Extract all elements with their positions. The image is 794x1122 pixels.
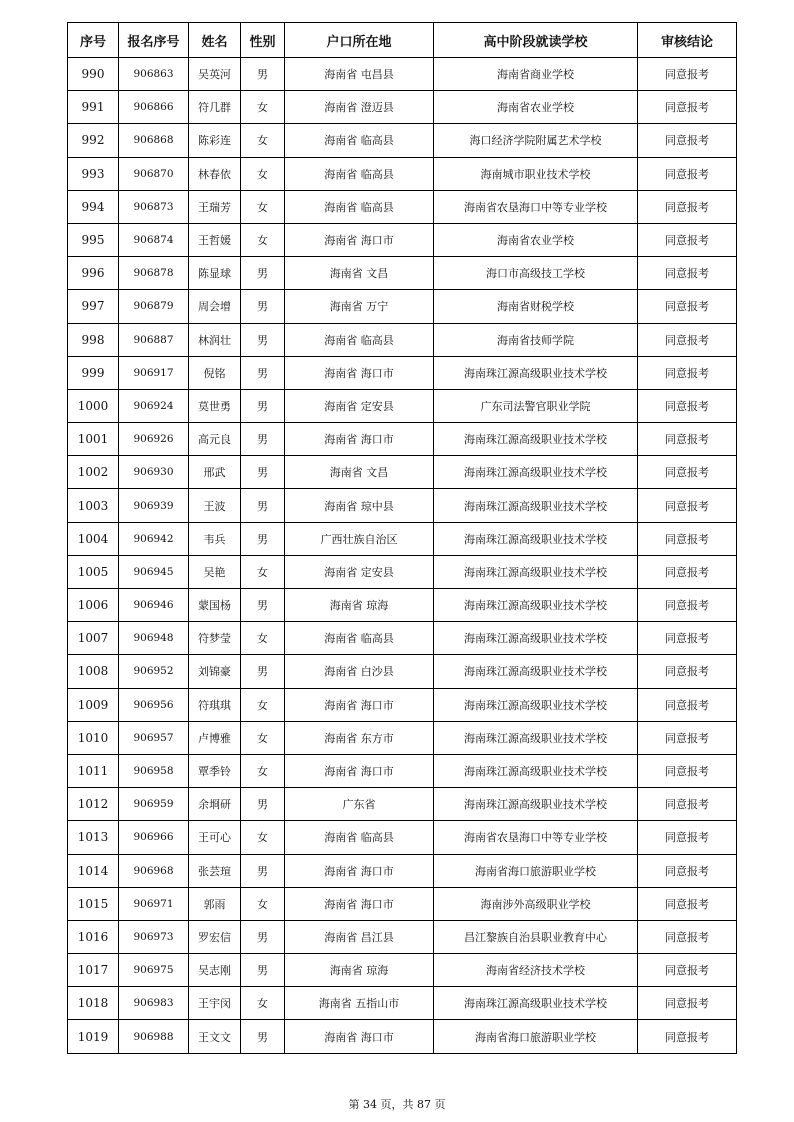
cell-result: 同意报考 [638,58,737,91]
cell-gender: 男 [241,788,285,821]
cell-result: 同意报考 [638,423,737,456]
cell-seq: 999 [68,356,119,389]
cell-name: 蒙国杨 [189,589,241,622]
cell-seq: 1013 [68,821,119,854]
cell-result: 同意报考 [638,754,737,787]
cell-result: 同意报考 [638,555,737,588]
cell-school: 昌江黎族自治县职业教育中心 [434,920,638,953]
cell-result: 同意报考 [638,954,737,987]
cell-seq: 990 [68,58,119,91]
cell-seq: 994 [68,190,119,223]
cell-household: 广西壮族自治区 [285,522,434,555]
cell-name: 高元良 [189,423,241,456]
header-reg-id: 报名序号 [119,23,189,58]
cell-household: 海南省 临高县 [285,323,434,356]
cell-gender: 男 [241,290,285,323]
cell-result: 同意报考 [638,920,737,953]
cell-result: 同意报考 [638,589,737,622]
cell-reg-id: 906939 [119,489,189,522]
cell-reg-id: 906988 [119,1020,189,1053]
cell-reg-id: 906878 [119,257,189,290]
cell-school: 海南珠江源高级职业技术学校 [434,655,638,688]
cell-school: 海南珠江源高级职业技术学校 [434,788,638,821]
table-row [68,987,737,1020]
table-row [68,356,737,389]
cell-seq: 1008 [68,655,119,688]
cell-school: 海南珠江源高级职业技术学校 [434,489,638,522]
cell-name: 王宇闵 [189,987,241,1020]
cell-household: 海南省 临高县 [285,622,434,655]
table-row [68,1020,737,1053]
cell-name: 符几群 [189,91,241,124]
cell-reg-id: 906930 [119,456,189,489]
cell-household: 海南省 东方市 [285,721,434,754]
cell-reg-id: 906926 [119,423,189,456]
table-row [68,754,737,787]
cell-result: 同意报考 [638,157,737,190]
cell-gender: 女 [241,987,285,1020]
cell-name: 陈彩连 [189,124,241,157]
cell-household: 海南省 万宁 [285,290,434,323]
cell-gender: 男 [241,389,285,422]
page-footer: 第 34 页，共 87 页 [348,1098,446,1111]
cell-gender: 女 [241,821,285,854]
cell-result: 同意报考 [638,688,737,721]
cell-school: 海口市高级技工学校 [434,257,638,290]
table-row [68,589,737,622]
cell-household: 海南省 定安县 [285,389,434,422]
cell-seq: 1001 [68,423,119,456]
cell-name: 吴艳 [189,555,241,588]
cell-name: 罗宏信 [189,920,241,953]
cell-seq: 1009 [68,688,119,721]
cell-name: 吴英河 [189,58,241,91]
cell-school: 海南珠江源高级职业技术学校 [434,688,638,721]
cell-seq: 995 [68,223,119,256]
cell-seq: 991 [68,91,119,124]
cell-result: 同意报考 [638,489,737,522]
cell-household: 海南省 琼中县 [285,489,434,522]
cell-result: 同意报考 [638,389,737,422]
cell-reg-id: 906952 [119,655,189,688]
table-row [68,58,737,91]
cell-school: 海南珠江源高级职业技术学校 [434,456,638,489]
cell-seq: 992 [68,124,119,157]
cell-seq: 1000 [68,389,119,422]
cell-gender: 男 [241,854,285,887]
cell-name: 韦兵 [189,522,241,555]
cell-seq: 1012 [68,788,119,821]
cell-household: 海南省 临高县 [285,157,434,190]
cell-name: 莫世勇 [189,389,241,422]
cell-reg-id: 906863 [119,58,189,91]
cell-reg-id: 906968 [119,854,189,887]
cell-household: 海南省 临高县 [285,190,434,223]
cell-reg-id: 906887 [119,323,189,356]
cell-name: 郭雨 [189,887,241,920]
cell-result: 同意报考 [638,887,737,920]
cell-reg-id: 906973 [119,920,189,953]
cell-household: 海南省 海口市 [285,223,434,256]
cell-household: 海南省 定安县 [285,555,434,588]
cell-reg-id: 906868 [119,124,189,157]
cell-household: 海南省 屯昌县 [285,58,434,91]
cell-name: 覃季铃 [189,754,241,787]
cell-school: 广东司法警官职业学院 [434,389,638,422]
cell-gender: 男 [241,58,285,91]
cell-seq: 1003 [68,489,119,522]
cell-household: 海南省 海口市 [285,887,434,920]
cell-name: 符梦莹 [189,622,241,655]
cell-gender: 男 [241,920,285,953]
cell-name: 陈显球 [189,257,241,290]
cell-household: 海南省 海口市 [285,356,434,389]
table-row [68,522,737,555]
cell-seq: 1017 [68,954,119,987]
cell-seq: 1018 [68,987,119,1020]
cell-household: 海南省 琼海 [285,589,434,622]
cell-reg-id: 906879 [119,290,189,323]
cell-name: 林春依 [189,157,241,190]
cell-result: 同意报考 [638,522,737,555]
cell-household: 海南省 海口市 [285,754,434,787]
cell-school: 海南珠江源高级职业技术学校 [434,622,638,655]
cell-reg-id: 906957 [119,721,189,754]
cell-result: 同意报考 [638,223,737,256]
cell-result: 同意报考 [638,124,737,157]
cell-result: 同意报考 [638,987,737,1020]
cell-reg-id: 906959 [119,788,189,821]
cell-school: 海南省财税学校 [434,290,638,323]
table-row [68,223,737,256]
cell-reg-id: 906946 [119,589,189,622]
cell-seq: 1015 [68,887,119,920]
cell-household: 海南省 海口市 [285,1020,434,1053]
cell-school: 海南珠江源高级职业技术学校 [434,721,638,754]
table-row [68,920,737,953]
table-row [68,290,737,323]
cell-result: 同意报考 [638,190,737,223]
cell-seq: 1016 [68,920,119,953]
cell-household: 海南省 文昌 [285,257,434,290]
cell-gender: 女 [241,754,285,787]
table-row [68,655,737,688]
cell-gender: 女 [241,555,285,588]
cell-seq: 998 [68,323,119,356]
cell-household: 海南省 海口市 [285,688,434,721]
cell-result: 同意报考 [638,91,737,124]
table-row [68,954,737,987]
cell-result: 同意报考 [638,721,737,754]
cell-name: 符琪琪 [189,688,241,721]
cell-household: 海南省 五指山市 [285,987,434,1020]
cell-school: 海南珠江源高级职业技术学校 [434,555,638,588]
table-row [68,788,737,821]
cell-reg-id: 906983 [119,987,189,1020]
cell-school: 海南省技师学院 [434,323,638,356]
cell-seq: 993 [68,157,119,190]
cell-school: 海南珠江源高级职业技术学校 [434,589,638,622]
table-row [68,622,737,655]
cell-household: 海南省 海口市 [285,854,434,887]
cell-name: 王瑞芳 [189,190,241,223]
table-row [68,555,737,588]
cell-school: 海南珠江源高级职业技术学校 [434,423,638,456]
cell-school: 海南城市职业技术学校 [434,157,638,190]
cell-school: 海南珠江源高级职业技术学校 [434,522,638,555]
cell-seq: 1005 [68,555,119,588]
cell-name: 王文文 [189,1020,241,1053]
cell-gender: 男 [241,655,285,688]
header-household: 户口所在地 [285,23,434,58]
applicant-table [67,22,737,1054]
cell-reg-id: 906975 [119,954,189,987]
cell-school: 海南省农垦海口中等专业学校 [434,821,638,854]
header-gender: 性别 [241,23,285,58]
cell-reg-id: 906870 [119,157,189,190]
cell-name: 邢武 [189,456,241,489]
table-row [68,423,737,456]
table-row [68,854,737,887]
table-row [68,389,737,422]
cell-school: 海南珠江源高级职业技术学校 [434,356,638,389]
cell-result: 同意报考 [638,1020,737,1053]
cell-household: 海南省 琼海 [285,954,434,987]
cell-seq: 1004 [68,522,119,555]
table-row [68,157,737,190]
cell-reg-id: 906917 [119,356,189,389]
cell-reg-id: 906966 [119,821,189,854]
cell-name: 周会增 [189,290,241,323]
cell-seq: 997 [68,290,119,323]
table-row [68,821,737,854]
cell-school: 海南省经济技术学校 [434,954,638,987]
cell-result: 同意报考 [638,854,737,887]
cell-name: 王波 [189,489,241,522]
cell-gender: 女 [241,91,285,124]
cell-gender: 男 [241,954,285,987]
cell-reg-id: 906956 [119,688,189,721]
header-result: 审核结论 [638,23,737,58]
cell-reg-id: 906948 [119,622,189,655]
cell-seq: 1010 [68,721,119,754]
cell-seq: 1002 [68,456,119,489]
header-name: 姓名 [189,23,241,58]
table-row [68,190,737,223]
header-school: 高中阶段就读学校 [434,23,638,58]
cell-reg-id: 906874 [119,223,189,256]
cell-result: 同意报考 [638,456,737,489]
cell-household: 海南省 临高县 [285,124,434,157]
cell-school: 海南涉外高级职业学校 [434,887,638,920]
table-row [68,456,737,489]
cell-gender: 男 [241,423,285,456]
cell-name: 余埛研 [189,788,241,821]
table-header-row [68,23,737,58]
cell-result: 同意报考 [638,257,737,290]
cell-name: 刘锦豪 [189,655,241,688]
cell-reg-id: 906924 [119,389,189,422]
cell-gender: 男 [241,456,285,489]
cell-gender: 男 [241,356,285,389]
cell-seq: 996 [68,257,119,290]
cell-seq: 1011 [68,754,119,787]
cell-seq: 1007 [68,622,119,655]
cell-gender: 男 [241,257,285,290]
cell-school: 海南珠江源高级职业技术学校 [434,987,638,1020]
cell-result: 同意报考 [638,788,737,821]
cell-gender: 女 [241,721,285,754]
cell-gender: 男 [241,323,285,356]
table-row [68,887,737,920]
cell-gender: 男 [241,1020,285,1053]
cell-gender: 男 [241,489,285,522]
cell-household: 海南省 临高县 [285,821,434,854]
cell-school: 海南省农业学校 [434,91,638,124]
cell-school: 海南省农业学校 [434,223,638,256]
cell-name: 王可心 [189,821,241,854]
cell-reg-id: 906866 [119,91,189,124]
cell-name: 吴志刚 [189,954,241,987]
cell-result: 同意报考 [638,290,737,323]
cell-name: 卢博雅 [189,721,241,754]
header-seq: 序号 [68,23,119,58]
cell-reg-id: 906942 [119,522,189,555]
cell-result: 同意报考 [638,356,737,389]
cell-school: 海南珠江源高级职业技术学校 [434,754,638,787]
cell-seq: 1019 [68,1020,119,1053]
cell-name: 倪铭 [189,356,241,389]
cell-household: 海南省 昌江县 [285,920,434,953]
cell-gender: 女 [241,124,285,157]
table-row [68,257,737,290]
cell-school: 海南省农垦海口中等专业学校 [434,190,638,223]
cell-reg-id: 906945 [119,555,189,588]
cell-gender: 女 [241,223,285,256]
cell-reg-id: 906971 [119,887,189,920]
table-row [68,323,737,356]
cell-gender: 女 [241,887,285,920]
cell-result: 同意报考 [638,622,737,655]
cell-result: 同意报考 [638,655,737,688]
cell-gender: 女 [241,157,285,190]
table-row [68,489,737,522]
cell-seq: 1014 [68,854,119,887]
table-row [68,721,737,754]
table-row [68,91,737,124]
cell-result: 同意报考 [638,323,737,356]
cell-gender: 男 [241,589,285,622]
cell-school: 海南省海口旅游职业学校 [434,1020,638,1053]
cell-household: 海南省 文昌 [285,456,434,489]
cell-seq: 1006 [68,589,119,622]
cell-gender: 女 [241,190,285,223]
cell-household: 海南省 澄迈县 [285,91,434,124]
cell-gender: 女 [241,622,285,655]
cell-gender: 男 [241,522,285,555]
cell-household: 海南省 白沙县 [285,655,434,688]
cell-school: 海南省商业学校 [434,58,638,91]
cell-reg-id: 906873 [119,190,189,223]
cell-name: 张芸瑄 [189,854,241,887]
cell-result: 同意报考 [638,821,737,854]
cell-school: 海口经济学院附属艺术学校 [434,124,638,157]
cell-household: 海南省 海口市 [285,423,434,456]
table-row [68,688,737,721]
cell-name: 王哲媛 [189,223,241,256]
cell-household: 广东省 [285,788,434,821]
cell-school: 海南省海口旅游职业学校 [434,854,638,887]
cell-reg-id: 906958 [119,754,189,787]
cell-name: 林润壮 [189,323,241,356]
table-row [68,124,737,157]
cell-gender: 女 [241,688,285,721]
